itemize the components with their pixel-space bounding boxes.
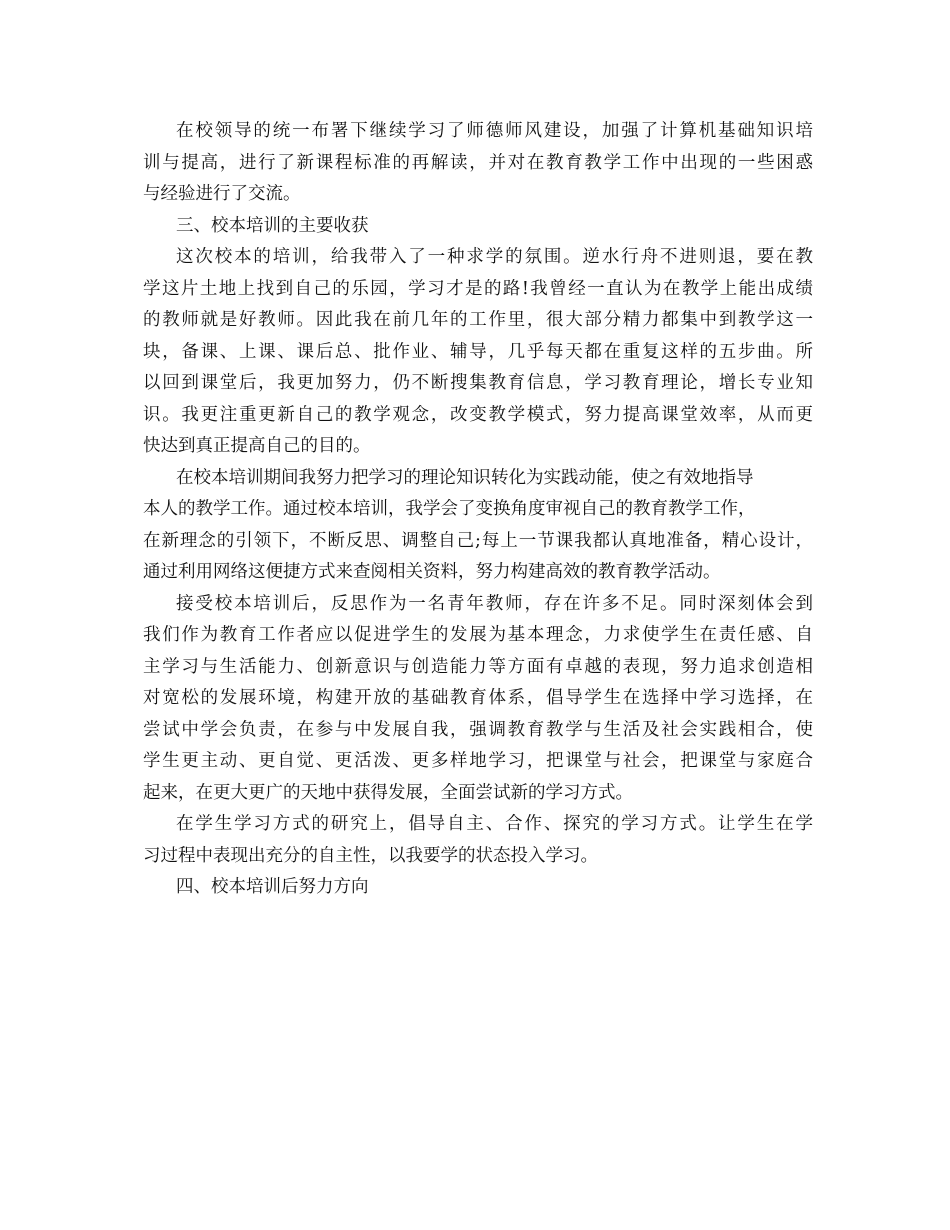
paragraph-line: 对宽松的发展环境，构建开放的基础教育体系，倡导学生在选择中学习选择，在 [143, 688, 813, 708]
section-heading-4 [143, 872, 813, 904]
paragraph-line: 学生更主动、更自觉、更活泼、更多样地学习，把课堂与社会，把课堂与家庭合 [143, 751, 813, 771]
paragraph-theory-to-practice [143, 463, 813, 589]
paragraph-line: 快达到真正提高自己的目的。 [143, 436, 371, 456]
paragraph-reflection [143, 589, 813, 810]
paragraph-line: 主学习与生活能力、创新意识与创造能力等方面有卓越的表现，努力追求创造相 [143, 656, 813, 677]
paragraph-line: 训与提高，进行了新课程标准的再解读，并对在教育教学工作中出现的一些困惑 [143, 152, 813, 173]
paragraph-line: 在学生学习方式的研究上，倡导自主、合作、探究的学习方式。让学生在学 [176, 814, 813, 834]
paragraph-school-training [143, 116, 813, 211]
paragraph-line: 在校本培训期间我努力把学习的理论知识转化为实践动能，使之有效地指导 [176, 467, 754, 488]
paragraph-line: 我们作为教育工作者应以促进学生的发展为基本理念，力求使学生在责任感、自 [143, 625, 813, 645]
document-body [143, 116, 813, 904]
paragraph-line: 以回到课堂后，我更加努力，仍不断搜集教育信息，学习教育理论，增长专业知 [143, 373, 813, 393]
paragraph-learning-atmosphere [143, 242, 813, 463]
paragraph-line: 与经验进行了交流。 [143, 184, 301, 204]
paragraph-line: 在校领导的统一布署下继续学习了师德师风建设，加强了计算机基础知识培 [176, 121, 813, 141]
paragraph-learning-methods [143, 809, 813, 872]
paragraph-line: 这次校本的培训，给我带入了一种求学的氛围。逆水行舟不进则退，要在教 [176, 247, 813, 267]
section-heading-text: 四、校本培训后努力方向 [176, 877, 369, 897]
paragraph-line: 块，备课、上课、课后总、批作业、辅导，几乎每天都在重复这样的五步曲。所 [143, 341, 813, 362]
paragraph-line: 起来，在更大更广的天地中获得发展，全面尝试新的学习方式。 [143, 782, 633, 803]
paragraph-line: 尝试中学会负责，在参与中发展自我，强调教育教学与生活及社会实践相合，使 [143, 719, 813, 740]
section-heading-text: 三、校本培训的主要收获 [176, 215, 369, 236]
paragraph-line: 识。我更注重更新自己的教学观念，改变教学模式，努力提高课堂效率，从而更 [143, 404, 813, 425]
section-heading-3 [143, 211, 813, 243]
paragraph-line: 习过程中表现出充分的自主性，以我要学的状态投入学习。 [143, 845, 598, 866]
paragraph-line: 接受校本培训后，反思作为一名青年教师，存在许多不足。同时深刻体会到 [176, 593, 813, 614]
paragraph-line: 通过利用网络这便捷方式来查阅相关资料，努力构建高效的教育教学活动。 [143, 562, 721, 582]
paragraph-line: 本人的教学工作。通过校本培训，我学会了变换角度审视自己的教育教学工作， [143, 499, 756, 519]
paragraph-line: 学这片土地上找到自己的乐园，学习才是的路!我曾经一直认为在教学上能出成绩 [143, 278, 813, 299]
paragraph-line: 的教师就是好教师。因此我在前几年的工作里，很大部分精力都集中到教学这一 [143, 310, 813, 330]
paragraph-line: 在新理念的引领下，不断反思、调整自己;每上一节课我都认真地准备，精心设计， [143, 530, 813, 551]
